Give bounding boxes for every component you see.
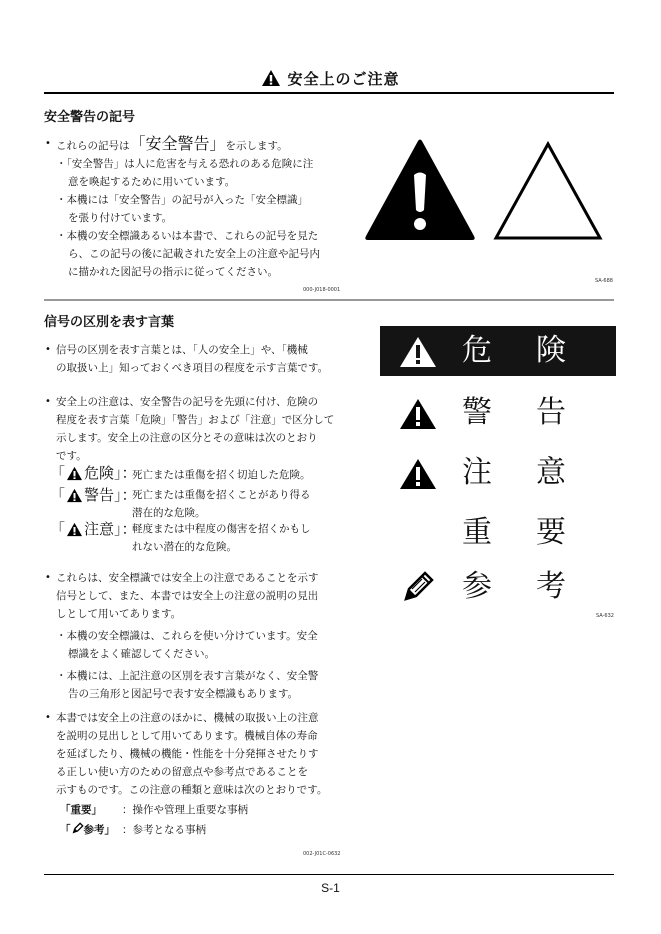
section-rule xyxy=(44,299,614,301)
signal-level-warning: 「 警告」： 死亡または重傷を招くことがあり得る 潜在的な危険。 xyxy=(50,486,311,519)
section2-para-4: • 本書では安全上の注意のほかに、機械の取扱い上の注意 を説明の見出しとして用いてあります。機械自体の寿命 を延ばしたり、機械の機能・性能を十分発揮させたりす る正しい使い方のための留意点や参考点であることを 示すものです。この注意の種類と意味は次のとおりです。 xyxy=(56,709,327,799)
warning-triangle-icon xyxy=(66,466,83,481)
warning-triangle-outline-icon xyxy=(496,144,600,238)
section2-code: 002-J01C-0632 xyxy=(303,851,341,857)
page-number: S-1 xyxy=(321,881,340,895)
section1-intro: • これらの記号は「安全警告」を示します。 xyxy=(56,135,288,155)
section2-para-3: • これらは、安全標識では安全上の注意であることを示す 信号として、また、本書では安全上の注意の説明の見出 しとして用いてあります。 xyxy=(56,569,319,623)
safety-alert-symbols-figure xyxy=(362,138,606,244)
signal-word-caution: 注 意 xyxy=(380,448,616,498)
note-reference: 「 参考」 ：参考となる事柄 xyxy=(60,824,206,836)
section1-item-1: ・「安全警告」は人に危害を与える恐れのある危険に注 意を喚起するために用いています。 xyxy=(56,158,314,188)
warning-triangle-icon xyxy=(398,397,438,431)
pencil-icon xyxy=(71,822,84,835)
signal-word-danger: 危 険 xyxy=(380,326,616,376)
signal-level-caution: 「 注意」： 軽度または中程度の傷害を招くかもし れない潜在的な危険。 xyxy=(50,520,311,553)
section2-para-2: • 安全上の注意は、安全警告の記号を先頭に付け、危険の 程度を表す言葉「危険」「警告」および「注意」で区分して 示します。安全上の注意の区分とその意味は次のとおり です。 xyxy=(56,393,334,465)
warning-triangle-icon xyxy=(261,69,281,87)
warning-triangle-icon xyxy=(66,522,83,537)
section1-code: 000-J018-0001 xyxy=(303,287,341,293)
signal-word-warning: 警 告 xyxy=(380,388,616,438)
section1-item-3: ・本機の安全標識あるいは本書で、これらの記号を見た ら、この記号の後に記載された安全上の注意や記号内 に描かれた図記号の指示に従ってください。 xyxy=(56,230,320,278)
section-title: 信号の区別を表す言葉 xyxy=(44,315,175,330)
section2-sub-2: ・本機には、上記注意の区別を表す言葉がなく、安全警 告の三角形と図記号で表す安全標識もあります。 xyxy=(56,670,319,700)
warning-triangle-icon xyxy=(66,488,83,503)
note-important: 「重要」 ：操作や管理上重要な事柄 xyxy=(60,804,248,816)
section1-figure-code: SA-688 xyxy=(595,278,613,284)
warning-triangle-icon xyxy=(398,335,438,369)
page-header-title: 安全上のご注意 xyxy=(0,68,661,89)
section2-para-1: • 信号の区別を表す言葉とは、「人の安全上」や、「機械 の取扱い上」知っておくべき項目の程度を示す言葉です。 xyxy=(56,341,328,377)
section2-sub-1: ・本機の安全標識は、これらを使い分けています。安全 標識をよく確認してください。 xyxy=(56,630,318,660)
section-title: 安全警告の記号 xyxy=(44,110,136,125)
section1-item-2: ・本機には「安全警告」の記号が入った「安全標識」 を張り付けています。 xyxy=(56,194,308,224)
warning-triangle-icon xyxy=(365,140,474,241)
warning-triangle-icon xyxy=(398,457,438,491)
footer-rule xyxy=(44,874,614,875)
pencil-icon xyxy=(400,569,434,603)
signal-word-important: 重 要 xyxy=(462,515,566,550)
header-rule xyxy=(44,92,614,94)
signal-level-danger: 「 危険」：死亡または重傷を招く切迫した危険。 xyxy=(50,464,311,482)
signal-word-reference: 参 考 xyxy=(380,562,616,612)
section2-figure-code: SA-632 xyxy=(596,613,614,619)
